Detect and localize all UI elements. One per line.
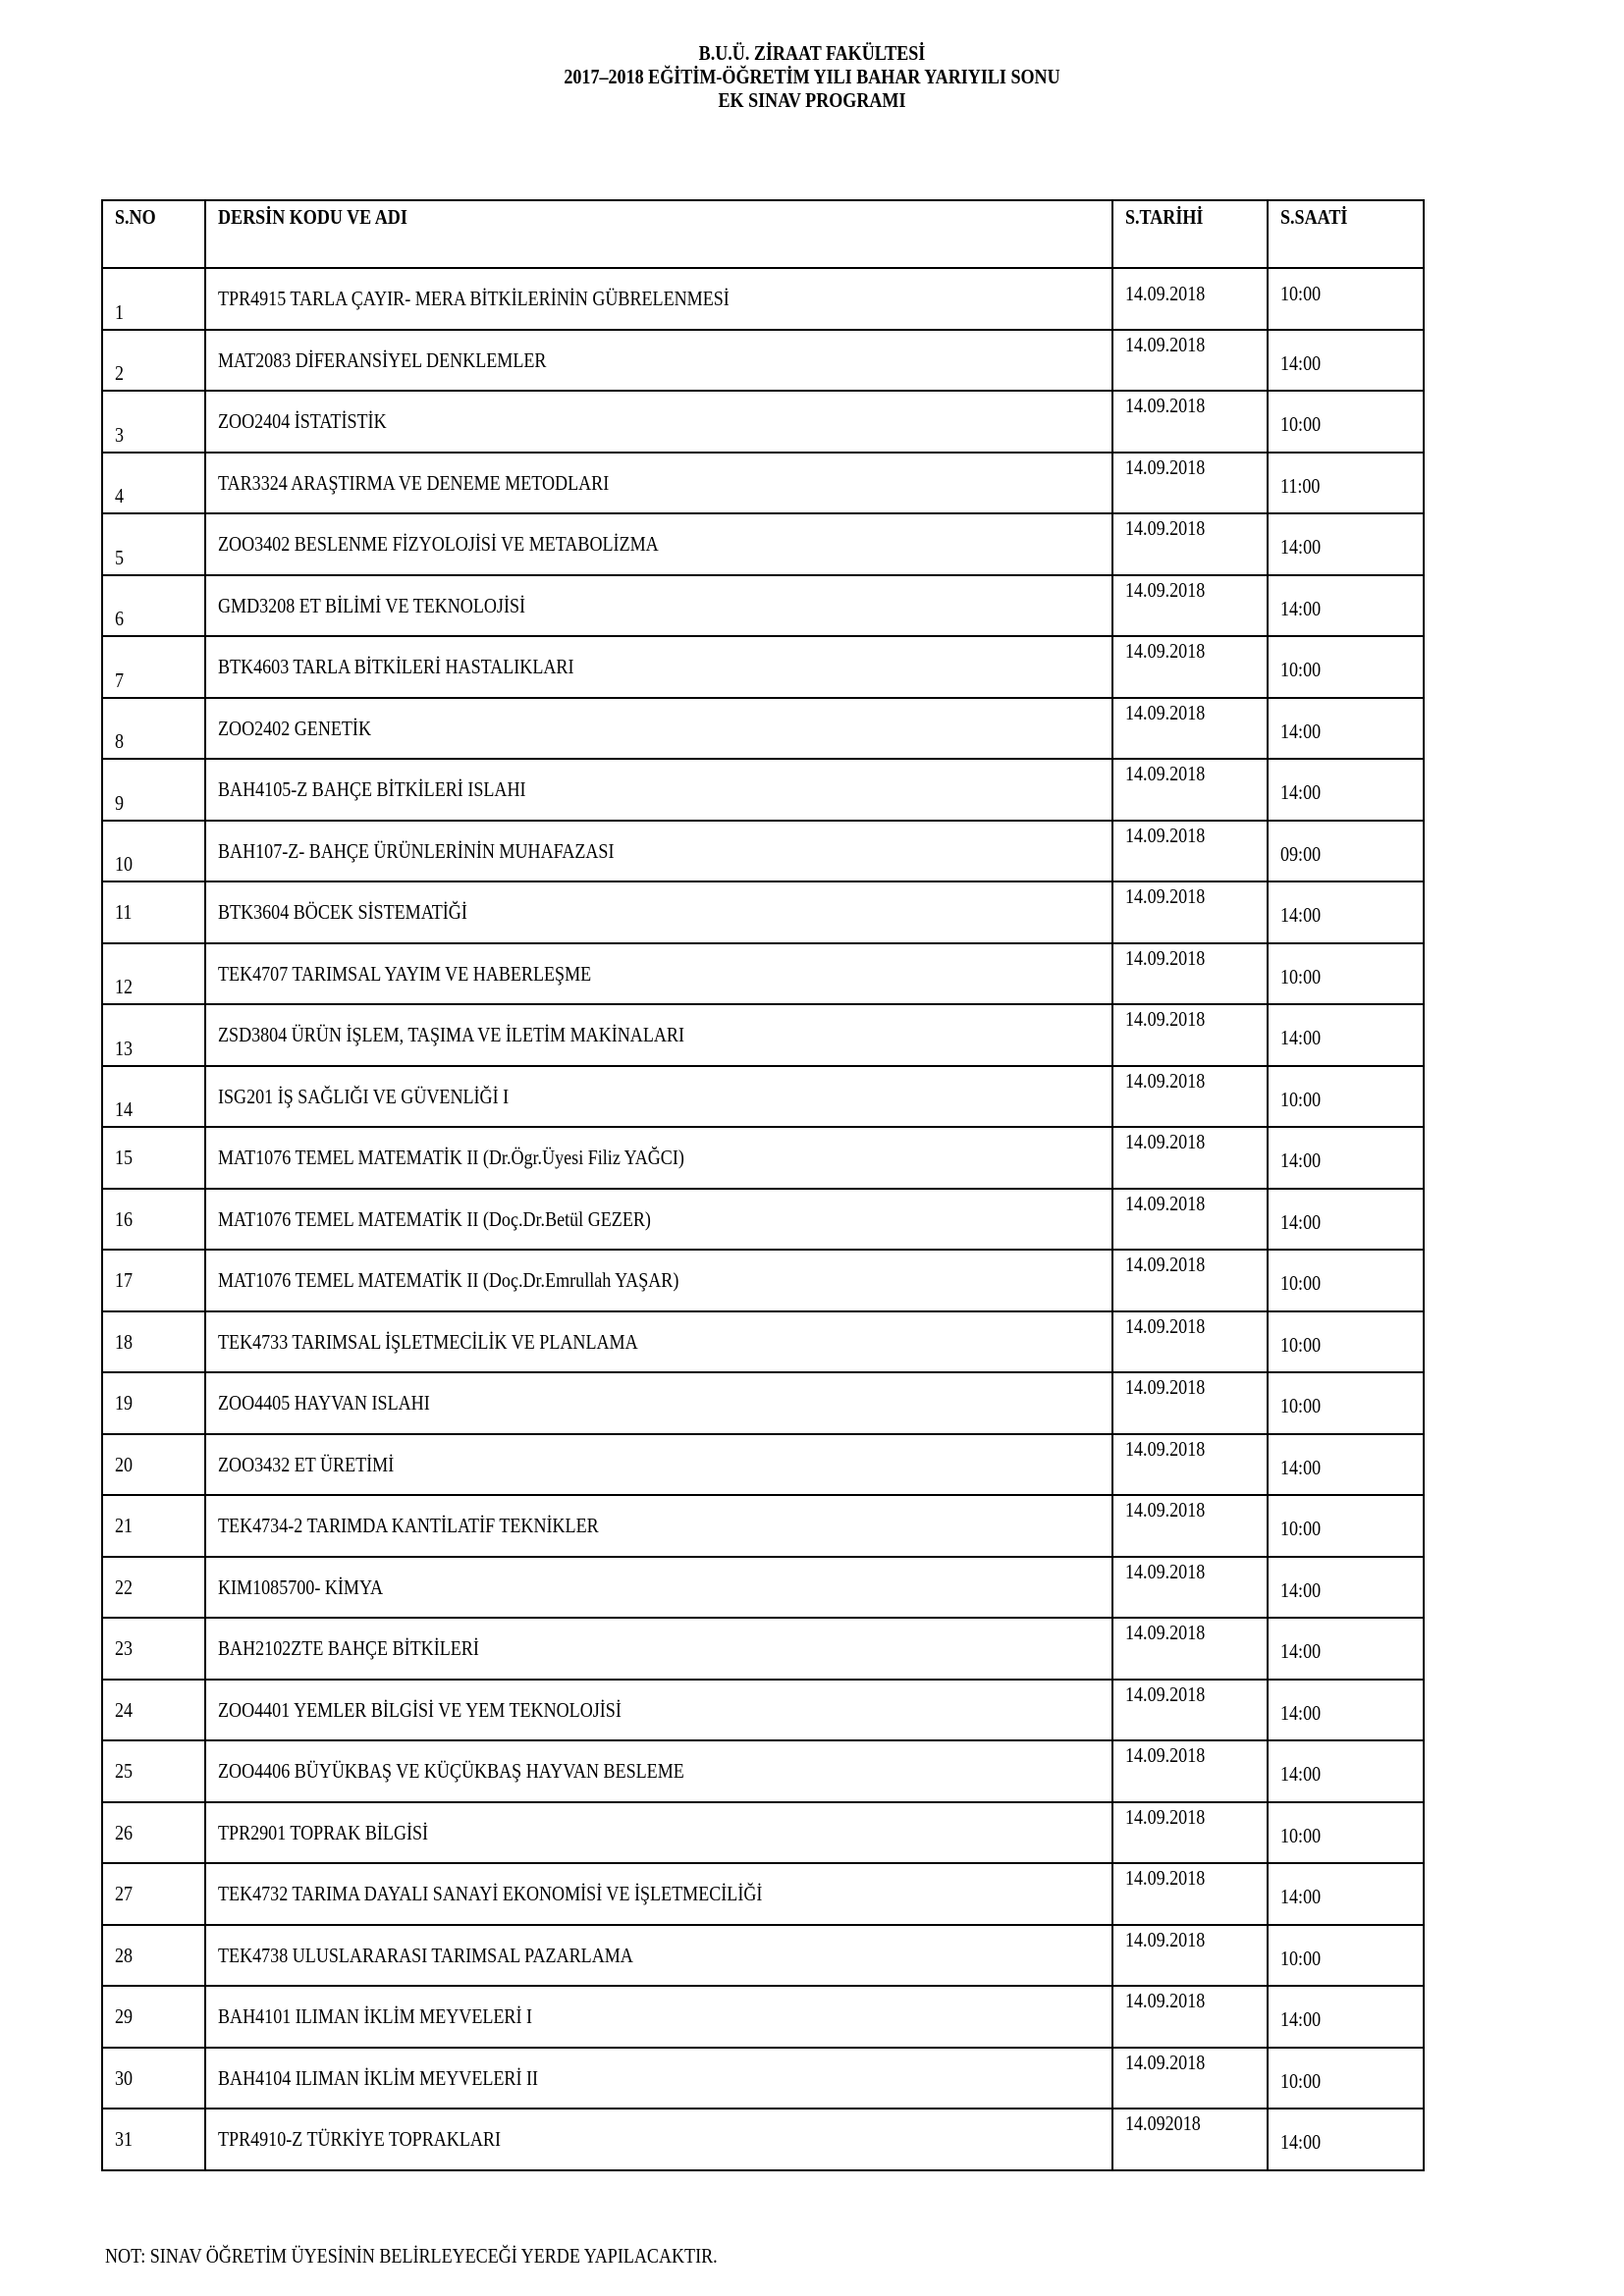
- cell-course: [205, 1189, 1112, 1251]
- footnote: NOT: SINAV ÖĞRETİM ÜYESİNİN BELİRLEYECEĞİ YERDE YAPILACAKTIR.: [105, 2244, 718, 2268]
- cell-date: [1112, 1863, 1268, 1925]
- cell-time: [1268, 1495, 1424, 1557]
- cell-no-text: 6: [115, 607, 125, 630]
- table-row: [102, 513, 1424, 575]
- cell-date-text: 14.09.2018: [1125, 1498, 1206, 1522]
- cell-date: [1112, 2109, 1268, 2170]
- cell-time-text: 14:00: [1280, 1700, 1322, 1725]
- cell-time: [1268, 1986, 1424, 2048]
- cell-no: [102, 575, 205, 637]
- cell-time-text: 10:00: [1280, 964, 1322, 988]
- table-row: [102, 268, 1424, 330]
- cell-course: [205, 2048, 1112, 2109]
- cell-time-text: 10:00: [1280, 412, 1322, 436]
- cell-time-text: 10:00: [1280, 1394, 1322, 1417]
- cell-time-text: 14:00: [1280, 1026, 1322, 1049]
- cell-no: [102, 1004, 205, 1066]
- cell-time: [1268, 1680, 1424, 1741]
- cell-time: [1268, 1066, 1424, 1128]
- cell-course: [205, 1863, 1112, 1925]
- faculty-title: B.U.Ü. ZİRAAT FAKÜLTESİ: [698, 41, 926, 65]
- cell-date: [1112, 821, 1268, 882]
- cell-date-text: 14.09.2018: [1125, 394, 1206, 417]
- cell-time: [1268, 1740, 1424, 1802]
- cell-time-text: 14:00: [1280, 1762, 1322, 1786]
- cell-date: [1112, 2048, 1268, 2109]
- cell-course: [205, 1680, 1112, 1741]
- cell-date: [1112, 268, 1268, 330]
- cell-course-text: MAT2083 DİFERANSİYEL DENKLEMLER: [218, 347, 547, 372]
- cell-course-text: ZSD3804 ÜRÜN İŞLEM, TAŞIMA VE İLETİM MAKİNALARI: [218, 1023, 684, 1046]
- cell-time: [1268, 1004, 1424, 1066]
- cell-date: [1112, 1802, 1268, 1864]
- cell-no: [102, 1189, 205, 1251]
- table-header-row: [102, 200, 1424, 268]
- cell-no: [102, 1925, 205, 1987]
- cell-course-text: BTK4603 TARLA BİTKİLERİ HASTALIKLARI: [218, 655, 574, 678]
- cell-no-text: 28: [115, 1943, 134, 1967]
- cell-no-text: 21: [115, 1514, 134, 1537]
- table-row: [102, 1311, 1424, 1373]
- cell-time-text: 11:00: [1280, 473, 1321, 498]
- cell-time: [1268, 453, 1424, 514]
- cell-no-text: 25: [115, 1759, 134, 1783]
- cell-date: [1112, 759, 1268, 821]
- cell-time: [1268, 1250, 1424, 1311]
- cell-time-text: 14:00: [1280, 1577, 1322, 1602]
- cell-course-text: BAH107-Z- BAHÇE ÜRÜNLERİNİN MUHAFAZASI: [218, 838, 615, 863]
- cell-time-text: 09:00: [1280, 841, 1322, 866]
- cell-no-text: 8: [115, 729, 125, 753]
- cell-date-text: 14.09.2018: [1125, 1559, 1206, 1583]
- cell-no-text: 20: [115, 1452, 134, 1476]
- cell-no-text: 16: [115, 1206, 134, 1231]
- cell-date: [1112, 1250, 1268, 1311]
- cell-time-text: 14:00: [1280, 596, 1322, 620]
- cell-no-text: 7: [115, 667, 125, 692]
- cell-no-text: 12: [115, 975, 134, 998]
- cell-course: [205, 636, 1112, 698]
- table-row: [102, 1863, 1424, 1925]
- table-row: [102, 2109, 1424, 2170]
- cell-time-text: 10:00: [1280, 282, 1322, 305]
- cell-date-text: 14.09.2018: [1125, 1621, 1206, 1644]
- cell-course-text: BAH2102ZTE BAHÇE BİTKİLERİ: [218, 1636, 479, 1660]
- cell-no-text: 13: [115, 1036, 134, 1060]
- cell-course-text: MAT1076 TEMEL MATEMATİK II (Doç.Dr.Emrullah YAŞAR): [218, 1268, 679, 1292]
- cell-time: [1268, 943, 1424, 1005]
- cell-no-text: 11: [115, 900, 133, 924]
- table-row: [102, 1066, 1424, 1128]
- cell-time-text: 10:00: [1280, 1517, 1322, 1540]
- cell-course: [205, 1802, 1112, 1864]
- cell-time: [1268, 391, 1424, 453]
- cell-time-text: 14:00: [1280, 350, 1322, 375]
- cell-time: [1268, 1311, 1424, 1373]
- cell-no-text: 24: [115, 1697, 134, 1722]
- table-row: [102, 1127, 1424, 1189]
- cell-no-text: 31: [115, 2127, 134, 2151]
- cell-course: [205, 1618, 1112, 1680]
- cell-no-text: 26: [115, 1820, 134, 1844]
- cell-course: [205, 1434, 1112, 1496]
- cell-no: [102, 1066, 205, 1128]
- cell-date: [1112, 1925, 1268, 1987]
- table-body: [102, 268, 1424, 2170]
- table-row: [102, 821, 1424, 882]
- cell-course: [205, 268, 1112, 330]
- cell-course: [205, 330, 1112, 392]
- cell-time-text: 10:00: [1280, 1946, 1322, 1970]
- cell-no-text: 22: [115, 1575, 134, 1599]
- cell-date-text: 14.09.2018: [1125, 1068, 1206, 1093]
- table-row: [102, 1372, 1424, 1434]
- cell-time-text: 14:00: [1280, 719, 1322, 743]
- cell-date: [1112, 1557, 1268, 1619]
- cell-date-text: 14.09.2018: [1125, 1743, 1206, 1767]
- cell-time: [1268, 513, 1424, 575]
- cell-time: [1268, 821, 1424, 882]
- cell-date-text: 14.09.2018: [1125, 1375, 1206, 1399]
- cell-date-text: 14.09.2018: [1125, 762, 1206, 785]
- cell-course-text: TEK4707 TARIMSAL YAYIM VE HABERLEŞME: [218, 961, 592, 986]
- cell-no: [102, 1250, 205, 1311]
- cell-date: [1112, 1127, 1268, 1189]
- cell-date-text: 14.09.2018: [1125, 1436, 1206, 1461]
- cell-no: [102, 1557, 205, 1619]
- table-row: [102, 1495, 1424, 1557]
- cell-course-text: TEK4738 ULUSLARARASI TARIMSAL PAZARLAMA: [218, 1943, 633, 1967]
- cell-date-text: 14.09.2018: [1125, 639, 1206, 663]
- cell-course-text: TPR2901 TOPRAK BİLGİSİ: [218, 1820, 429, 1844]
- cell-date: [1112, 1066, 1268, 1128]
- cell-date: [1112, 1495, 1268, 1557]
- cell-time: [1268, 1863, 1424, 1925]
- cell-date-text: 14.09.2018: [1125, 1253, 1206, 1276]
- cell-course: [205, 1740, 1112, 1802]
- cell-time: [1268, 1189, 1424, 1251]
- cell-time-text: 14:00: [1280, 903, 1322, 927]
- cell-course: [205, 1250, 1112, 1311]
- table-row: [102, 881, 1424, 943]
- cell-date: [1112, 943, 1268, 1005]
- cell-no-text: 18: [115, 1329, 134, 1354]
- cell-no: [102, 2048, 205, 2109]
- cell-no: [102, 881, 205, 943]
- cell-time-text: 14:00: [1280, 1885, 1322, 1908]
- cell-date: [1112, 698, 1268, 760]
- cell-no: [102, 453, 205, 514]
- table-row: [102, 759, 1424, 821]
- cell-date-text: 14.09.2018: [1125, 1989, 1206, 2012]
- exam-schedule-table: [101, 199, 1425, 2171]
- cell-course-text: MAT1076 TEMEL MATEMATİK II (Dr.Ögr.Üyesi Filiz YAĞCI): [218, 1146, 684, 1169]
- cell-date: [1112, 1986, 1268, 2048]
- cell-course-text: ZOO2402 GENETİK: [218, 716, 371, 740]
- cell-time-text: 14:00: [1280, 1455, 1322, 1479]
- cell-date-text: 14.09.2018: [1125, 700, 1206, 724]
- cell-date: [1112, 1680, 1268, 1741]
- cell-date: [1112, 330, 1268, 392]
- cell-no-text: 3: [115, 422, 125, 447]
- cell-no-text: 19: [115, 1391, 134, 1415]
- cell-date-text: 14.09.2018: [1125, 577, 1206, 602]
- program-title: EK SINAV PROGRAMI: [718, 88, 906, 112]
- cell-no: [102, 513, 205, 575]
- cell-course: [205, 821, 1112, 882]
- cell-time-text: 10:00: [1280, 1332, 1322, 1357]
- cell-course-text: BAH4104 ILIMAN İKLİM MEYVELERİ II: [218, 2065, 539, 2090]
- cell-course-text: ISG201 İŞ SAĞLIĞI VE GÜVENLİĞİ I: [218, 1084, 510, 1108]
- cell-date: [1112, 1434, 1268, 1496]
- column-header-no: S.NO: [102, 200, 205, 268]
- cell-no-text: 30: [115, 2065, 134, 2090]
- cell-course: [205, 1004, 1112, 1066]
- table-row: [102, 698, 1424, 760]
- table-row: [102, 1740, 1424, 1802]
- cell-no-text: 17: [115, 1268, 134, 1292]
- cell-date: [1112, 636, 1268, 698]
- cell-time-text: 14:00: [1280, 2007, 1322, 2031]
- table-row: [102, 391, 1424, 453]
- cell-course-text: TEK4734-2 TARIMDA KANTİLATİF TEKNİKLER: [218, 1514, 599, 1537]
- table-row: [102, 1925, 1424, 1987]
- cell-course-text: ZOO4401 YEMLER BİLGİSİ VE YEM TEKNOLOJİSİ: [218, 1697, 622, 1722]
- cell-no: [102, 391, 205, 453]
- cell-no: [102, 1802, 205, 1864]
- cell-course: [205, 1986, 1112, 2048]
- cell-date: [1112, 1372, 1268, 1434]
- table-row: [102, 1004, 1424, 1066]
- cell-no: [102, 1127, 205, 1189]
- cell-time-text: 10:00: [1280, 1271, 1322, 1295]
- cell-time-text: 10:00: [1280, 1087, 1322, 1111]
- cell-no: [102, 1740, 205, 1802]
- cell-date-text: 14.09.2018: [1125, 454, 1206, 479]
- cell-time: [1268, 759, 1424, 821]
- cell-no: [102, 636, 205, 698]
- cell-course: [205, 391, 1112, 453]
- table-row: [102, 1250, 1424, 1311]
- cell-date: [1112, 575, 1268, 637]
- cell-course: [205, 1557, 1112, 1619]
- cell-time: [1268, 1434, 1424, 1496]
- cell-time-text: 10:00: [1280, 658, 1322, 681]
- cell-course-text: TEK4732 TARIMA DAYALI SANAYİ EKONOMİSİ VE İŞLETMECİLİĞİ: [218, 1882, 763, 1905]
- cell-course: [205, 1127, 1112, 1189]
- term-title: 2017–2018 EĞİTİM-ÖĞRETİM YILI BAHAR YARIYILI SONU: [564, 65, 1060, 88]
- cell-course-text: MAT1076 TEMEL MATEMATİK II (Doç.Dr.Betül GEZER): [218, 1206, 651, 1231]
- column-header-date: S.TARİHİ: [1112, 200, 1268, 268]
- cell-no: [102, 1311, 205, 1373]
- cell-time-text: 14:00: [1280, 1148, 1322, 1172]
- cell-course-text: ZOO4406 BÜYÜKBAŞ VE KÜÇÜKBAŞ HAYVAN BESLEME: [218, 1759, 684, 1783]
- cell-course-text: BAH4105-Z BAHÇE BİTKİLERİ ISLAHI: [218, 777, 526, 801]
- cell-time: [1268, 2048, 1424, 2109]
- cell-course-text: TEK4733 TARIMSAL İŞLETMECİLİK VE PLANLAMA: [218, 1329, 638, 1354]
- cell-date: [1112, 1740, 1268, 1802]
- cell-no: [102, 943, 205, 1005]
- cell-date-text: 14.09.2018: [1125, 1313, 1206, 1338]
- table-row: [102, 330, 1424, 392]
- cell-no: [102, 698, 205, 760]
- cell-course-text: TPR4910-Z TÜRKİYE TOPRAKLARI: [218, 2127, 501, 2151]
- cell-date: [1112, 1004, 1268, 1066]
- cell-date: [1112, 513, 1268, 575]
- cell-time: [1268, 575, 1424, 637]
- table-row: [102, 453, 1424, 514]
- cell-time: [1268, 1802, 1424, 1864]
- table-row: [102, 1189, 1424, 1251]
- cell-time: [1268, 330, 1424, 392]
- cell-no: [102, 1680, 205, 1741]
- cell-date-text: 14.09.2018: [1125, 1130, 1206, 1153]
- cell-time: [1268, 2109, 1424, 2170]
- cell-no-text: 9: [115, 790, 125, 815]
- cell-course: [205, 1925, 1112, 1987]
- column-header-time: S.SAATİ: [1268, 200, 1424, 268]
- cell-no: [102, 1986, 205, 2048]
- table-row: [102, 1680, 1424, 1741]
- cell-time-text: 14:00: [1280, 1209, 1322, 1234]
- cell-no: [102, 268, 205, 330]
- cell-date-text: 14.09.2018: [1125, 332, 1206, 356]
- cell-date-text: 14.09.2018: [1125, 1927, 1206, 1951]
- cell-date-text: 14.09.2018: [1125, 1866, 1206, 1890]
- cell-no: [102, 330, 205, 392]
- cell-time-text: 14:00: [1280, 2130, 1322, 2154]
- table-row: [102, 1557, 1424, 1619]
- cell-no-text: 27: [115, 1882, 134, 1905]
- cell-time-text: 14:00: [1280, 780, 1322, 804]
- cell-course-text: KIM1085700- KİMYA: [218, 1575, 384, 1599]
- cell-date-text: 14.09.2018: [1125, 823, 1206, 847]
- cell-no: [102, 759, 205, 821]
- cell-course: [205, 943, 1112, 1005]
- cell-no: [102, 1434, 205, 1496]
- cell-date-text: 14.09.2018: [1125, 282, 1206, 305]
- cell-time-text: 14:00: [1280, 1639, 1322, 1663]
- cell-time-text: 10:00: [1280, 1823, 1322, 1847]
- cell-no: [102, 1863, 205, 1925]
- cell-time: [1268, 1557, 1424, 1619]
- table-row: [102, 2048, 1424, 2109]
- cell-date-text: 14.09.2018: [1125, 2050, 1206, 2074]
- cell-no-text: 1: [115, 299, 125, 324]
- cell-no: [102, 2109, 205, 2170]
- table-row: [102, 1618, 1424, 1680]
- cell-date-text: 14.09.2018: [1125, 1804, 1206, 1829]
- cell-course: [205, 1066, 1112, 1128]
- cell-course: [205, 453, 1112, 514]
- document-header: [0, 41, 1624, 112]
- cell-time: [1268, 1618, 1424, 1680]
- cell-no-text: 10: [115, 852, 134, 876]
- cell-time-text: 10:00: [1280, 2068, 1322, 2093]
- table-row: [102, 575, 1424, 637]
- cell-no: [102, 1618, 205, 1680]
- cell-course-text: GMD3208 ET BİLİMİ VE TEKNOLOJİSİ: [218, 593, 526, 617]
- cell-date: [1112, 1189, 1268, 1251]
- table-row: [102, 943, 1424, 1005]
- cell-date: [1112, 881, 1268, 943]
- cell-time: [1268, 636, 1424, 698]
- cell-no-text: 5: [115, 545, 125, 569]
- cell-course-text: BAH4101 ILIMAN İKLİM MEYVELERİ I: [218, 2004, 533, 2028]
- cell-course: [205, 1495, 1112, 1557]
- cell-date: [1112, 1618, 1268, 1680]
- cell-date-text: 14.092018: [1125, 2111, 1201, 2135]
- cell-time: [1268, 1127, 1424, 1189]
- cell-date-text: 14.09.2018: [1125, 1007, 1206, 1031]
- cell-date-text: 14.09.2018: [1125, 516, 1206, 540]
- cell-date-text: 14.09.2018: [1125, 1191, 1206, 1215]
- cell-course-text: ZOO3402 BESLENME FİZYOLOJİSİ VE METABOLİZMA: [218, 532, 659, 556]
- cell-course-text: ZOO4405 HAYVAN ISLAHI: [218, 1391, 430, 1415]
- cell-no-text: 14: [115, 1097, 134, 1121]
- cell-course: [205, 881, 1112, 943]
- cell-date-text: 14.09.2018: [1125, 945, 1206, 970]
- cell-no: [102, 1495, 205, 1557]
- cell-date-text: 14.09.2018: [1125, 884, 1206, 908]
- cell-no: [102, 821, 205, 882]
- cell-course: [205, 1372, 1112, 1434]
- cell-time: [1268, 698, 1424, 760]
- cell-no-text: 4: [115, 484, 125, 507]
- cell-no-text: 2: [115, 361, 125, 385]
- cell-course: [205, 1311, 1112, 1373]
- cell-course-text: ZOO3432 ET ÜRETİMİ: [218, 1452, 395, 1476]
- cell-time: [1268, 881, 1424, 943]
- table-row: [102, 636, 1424, 698]
- cell-date: [1112, 391, 1268, 453]
- cell-course-text: TPR4915 TARLA ÇAYIR- MERA BİTKİLERİNİN GÜBRELENMESİ: [218, 287, 730, 310]
- cell-course-text: BTK3604 BÖCEK SİSTEMATİĞİ: [218, 900, 467, 924]
- cell-time: [1268, 268, 1424, 330]
- cell-time-text: 14:00: [1280, 535, 1322, 559]
- cell-course-text: TAR3324 ARAŞTIRMA VE DENEME METODLARI: [218, 470, 610, 495]
- column-header-course: DERSİN KODU VE ADI: [205, 200, 1112, 268]
- cell-course: [205, 513, 1112, 575]
- cell-date: [1112, 1311, 1268, 1373]
- cell-date: [1112, 453, 1268, 514]
- cell-date-text: 14.09.2018: [1125, 1682, 1206, 1706]
- table-row: [102, 1802, 1424, 1864]
- table-row: [102, 1434, 1424, 1496]
- cell-no-text: 29: [115, 2004, 134, 2028]
- cell-course-text: ZOO2404 İSTATİSTİK: [218, 409, 387, 433]
- cell-time: [1268, 1372, 1424, 1434]
- cell-no: [102, 1372, 205, 1434]
- cell-no-text: 23: [115, 1636, 134, 1660]
- cell-course: [205, 759, 1112, 821]
- cell-time: [1268, 1925, 1424, 1987]
- cell-course: [205, 2109, 1112, 2170]
- table-row: [102, 1986, 1424, 2048]
- cell-course: [205, 575, 1112, 637]
- cell-no-text: 15: [115, 1146, 134, 1169]
- cell-course: [205, 698, 1112, 760]
